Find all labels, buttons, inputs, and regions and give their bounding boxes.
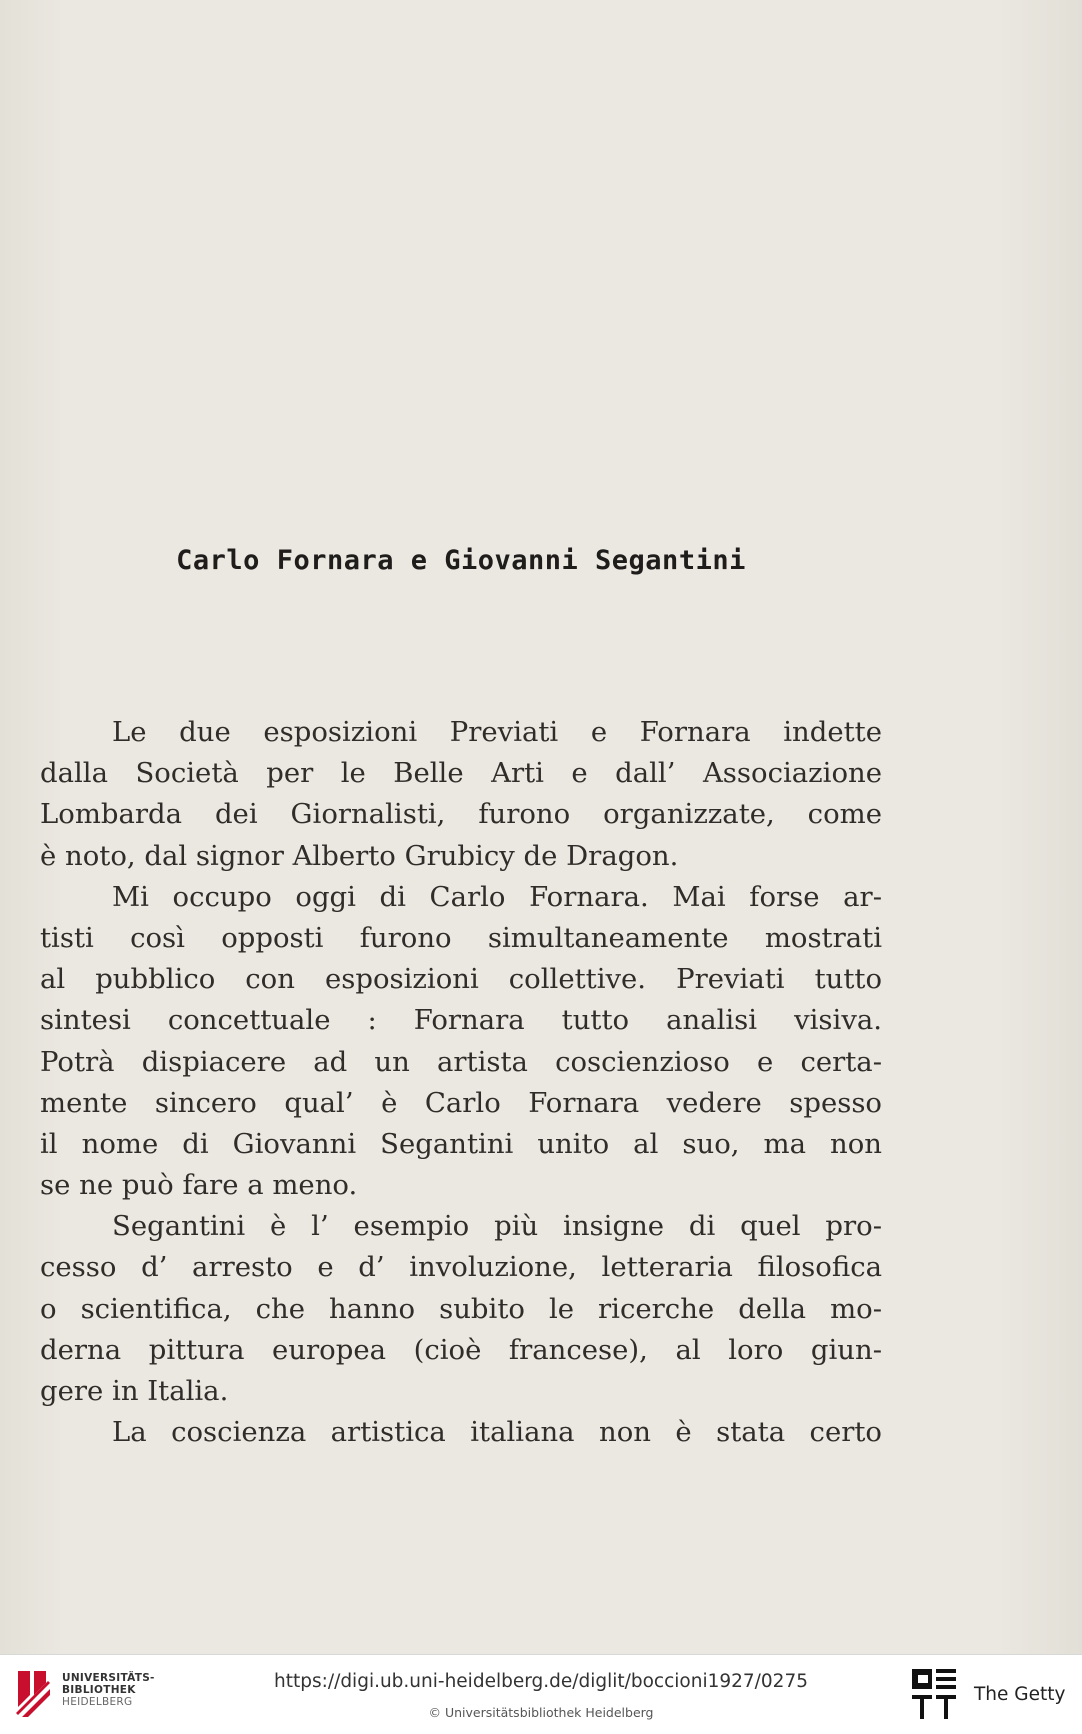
text-line: La coscienza artistica italiana non è stata certo (112, 1416, 882, 1449)
text-line: è noto, dal signor Alberto Grubicy de Dragon. (40, 839, 679, 872)
text-line: Mi occupo oggi di Carlo Fornara. Mai forse ar- (112, 880, 882, 913)
getty-logo-icon[interactable] (910, 1667, 960, 1723)
text-line: tisti così opposti furono simultaneamente mostrati (40, 921, 882, 954)
text-line: derna pittura europea (cioè francese), al loro giun- (40, 1333, 882, 1366)
footer-bar (0, 1654, 1082, 1734)
text-line: se ne può fare a meno. (40, 1169, 358, 1202)
text-line: dalla Società per le Belle Arti e dall’ Associazione (40, 757, 882, 790)
text-line: cesso d’ arresto e d’ involuzione, letteraria filosofica (40, 1251, 882, 1284)
text-line: mente sincero qual’ è Carlo Fornara vedere spesso (40, 1086, 882, 1119)
copyright-notice: © Universitätsbibliothek Heidelberg (428, 1705, 654, 1720)
permalink-url[interactable]: https://digi.ub.uni-heidelberg.de/diglit/boccioni1927/0275 (274, 1671, 808, 1692)
text-line: il nome di Giovanni Segantini unito al suo, ma non (40, 1127, 882, 1160)
library-name-line: BIBLIOTHEK (62, 1684, 136, 1696)
body-text (40, 712, 882, 1453)
text-line: Potrà dispiacere ad un artista coscienzioso e certa- (40, 1045, 882, 1078)
text-line: o scientifica, che hanno subito le ricerche della mo- (40, 1292, 882, 1325)
text-line: gere in Italia. (40, 1375, 229, 1407)
library-name-line: HEIDELBERG (62, 1696, 133, 1708)
library-name-line: UNIVERSITÄTS- (62, 1672, 155, 1684)
text-line: al pubblico con esposizioni collettive. Previati tutto (40, 963, 882, 996)
text-line: sintesi concettuale : Fornara tutto analisi visiva. (40, 1004, 882, 1037)
text-line: Segantini è l’ esempio più insigne di quel pro- (112, 1210, 882, 1243)
text-line: Le due esposizioni Previati e Fornara indette (112, 716, 882, 748)
partner-name: The Getty (974, 1684, 1066, 1705)
text-line: Lombarda dei Giornalisti, furono organizzate, come (40, 798, 882, 831)
page-title: Carlo Fornara e Giovanni Segantini (176, 545, 746, 576)
